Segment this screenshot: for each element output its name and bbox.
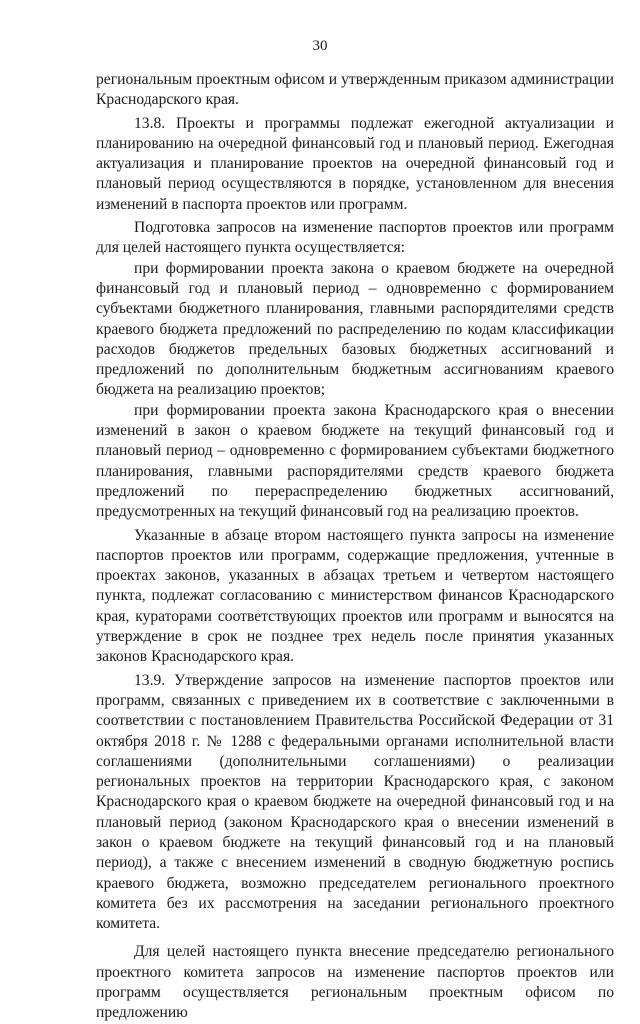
paragraph-submission-purposes: Для целей настоящего пункта внесение председателю регионального проектного комитета запросов на изменение паспортов проектов или программ осуществляется региональным проектным офисом по предложению xyxy=(96,943,614,1022)
document-body xyxy=(96,70,614,1024)
paragraph-budget-law-formation: при формировании проекта закона о краевом бюджете на очередной финансовый год и плановый период – одновременно с формированием субъектами бюджетного планирования, главными распорядителями средств краевого бюджета предложений по распределению по кодам классификации расходов бюджетов предельных базовых бюджетных ассигнований и предложений по дополнительным бюджетным ассигнованиям краевого бюджета на реализацию проектов; xyxy=(96,259,614,399)
paragraph-continuation: региональным проектным офисом и утвержденным приказом администрации Краснодарского края. xyxy=(96,71,614,109)
paragraph-13-8: 13.8. Проекты и программы подлежат ежегодной актуализации и планированию на очередной финансовый год и плановый период. Ежегодная актуализация и планирование проектов на очередной финансовый год и плановый период осуществляются в порядке, установленном для внесения изменений в паспорта проектов или программ. xyxy=(96,114,614,213)
page-number: 30 xyxy=(312,38,328,54)
paragraph-preparation-requests: Подготовка запросов на изменение паспортов проектов или программ для целей настоящего пункта осуществляется: xyxy=(96,219,614,257)
paragraph-requests-approval: Указанные в абзаце втором настоящего пункта запросы на изменение паспортов проектов или программ, содержащие предложения, учтенные в проектах законов, указанных в абзацах третьем и четвертом настоящего пункта, подлежат согласованию с министерством финансов Краснодарского края, кураторами соответствующих проектов или программ и выносятся на утверждение в срок не позднее трех недель после принятия указанных законов Краснодарского края. xyxy=(96,526,614,666)
paragraph-budget-law-amendment: при формировании проекта закона Краснодарского края о внесении изменений в закон о краевом бюджете на текущий финансовый год и плановый период – одновременно с формированием субъектами бюджетного планирования, главными распорядителями средств краевого бюджета предложений по перераспределению бюджетных ассигнований, предусмотренных на текущий финансовый год на реализацию проектов. xyxy=(96,401,614,521)
paragraph-13-9: 13.9. Утверждение запросов на изменение паспортов проектов или программ, связанных с приведением их в соответствие с заключенными в соответствии с постановлением Правительства Российской Федерации от 31 октября 2018 г. № 1288 с федеральными органами исполнительной власти соглашениями (дополнительными соглашениями) о реализации региональных проектов на территории Краснодарского края, с законом Краснодарского края о краевом бюджете на очередной финансовый год и на плановый период (законом Краснодарского края о внесении изменений в закон о краевом бюджете на текущий финансовый год и на плановый период), а также с внесением изменений в сводную бюджетную роспись краевого бюджета, возможно председателем регионального проектного комитета без их рассмотрения на заседании регионального проектного комитета. xyxy=(96,671,614,933)
